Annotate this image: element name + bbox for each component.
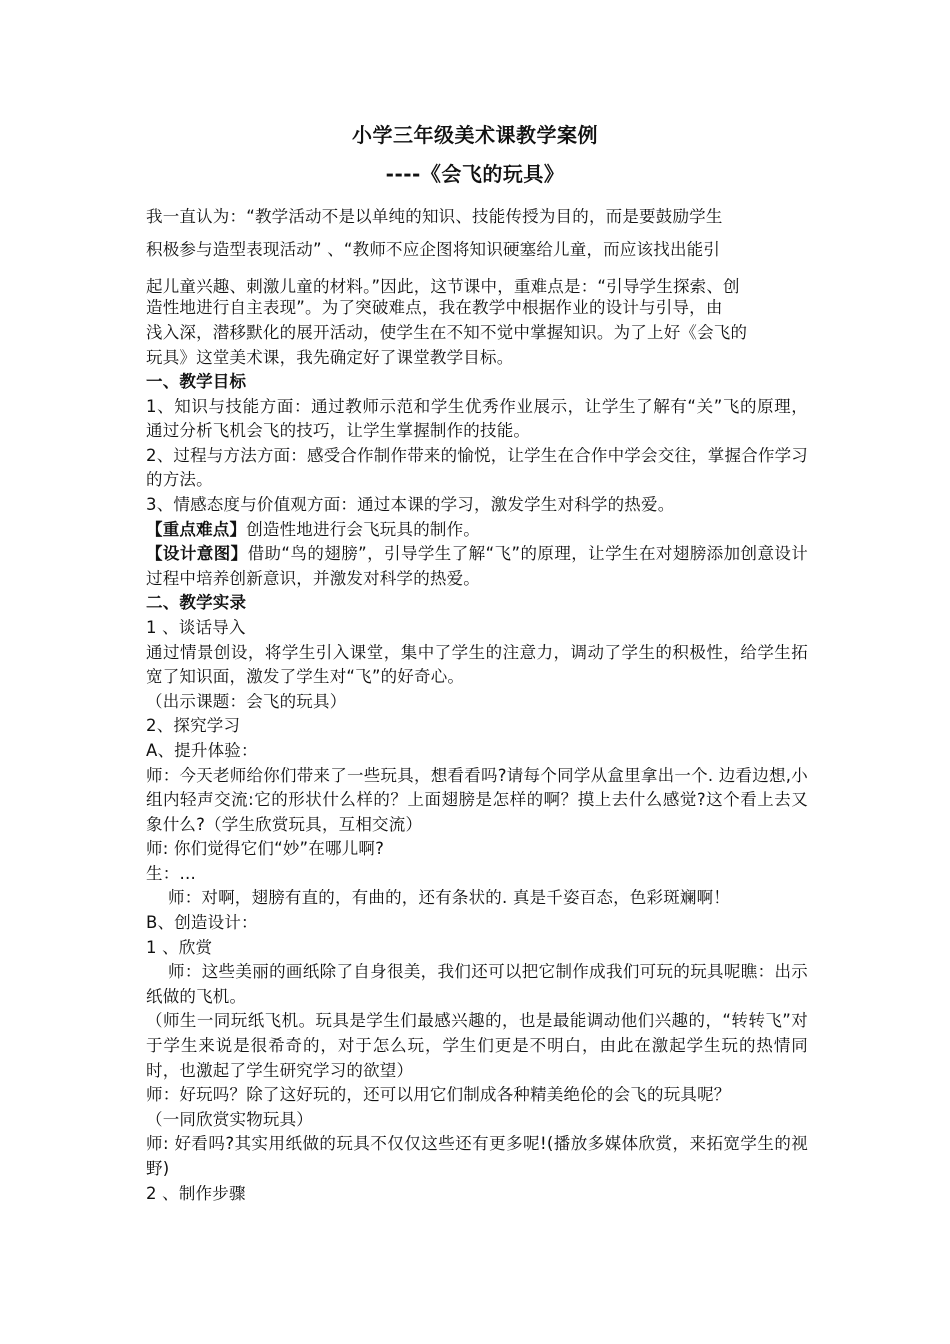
step-explore-heading: 2、探究学习 (146, 716, 241, 736)
sub-b-heading: B、创造设计： (146, 913, 258, 933)
step-intro-note: （出示课题：会飞的玩具） (146, 691, 347, 711)
document-title: 小学三年级美术课教学案例 (352, 123, 598, 147)
sub-a-question: 师: 你们觉得它们“妙”在哪儿啊? (146, 839, 385, 859)
sub-a-heading: A、提升体验： (146, 740, 258, 760)
intro-line: 我一直认为：“教学活动不是以单纯的知识、技能传授为目的，而是要鼓励学生 (146, 207, 723, 226)
step-intro-text: 通过情景创设，将学生引入课堂，集中了学生的注意力，调动了学生的积极性，给学生拓宽了知识面，激发了学生对“飞”的好奇心。 (146, 642, 808, 687)
goal-1: 1、知识与技能方面：通过教师示范和学生优秀作业展示，让学生了解有“关”飞的原理，通过分析飞机会飞的技巧，让学生掌握制作的技能。 (146, 396, 808, 441)
sub-b1-heading: 1 、欣赏 (146, 937, 213, 957)
intro-line: 积极参与造型表现活动” 、“教师不应企图将知识硬塞给儿童，而应该找出能引 (146, 240, 721, 259)
section-heading-goals: 一、教学目标 (146, 372, 247, 391)
intro-line: 造性地进行自主表现”。为了突破难点，我在教学中根据作业的设计与引导，由 (146, 298, 723, 317)
intro-paragraph-tail (146, 295, 808, 370)
design-intent (146, 542, 808, 591)
step-intro-heading: 1 、谈话导入 (146, 617, 246, 637)
key-point (146, 518, 808, 543)
intro-line: 浅入深，潜移默化的展开活动，使学生在不知不觉中掌握知识。为了上好《会飞的 (146, 323, 748, 342)
sub-b1-note: （师生一同玩纸飞机。玩具是学生们最感兴趣的，也是最能调动他们兴趣的，“转转飞”对于学生来说是很希奇的，对于怎么玩，学生们更是不明白，由此在激起学生玩的热情同时，也激起了学生研究学习的欲望） (146, 1011, 808, 1080)
sub-a-student: 生：… (146, 863, 197, 883)
sub-a-text: 师：今天老师给你们带来了一些玩具，想看看吗?请每个同学从盒里拿出一个. 边看边想,小组内轻声交流:它的形状什么样的？上面翅膀是怎样的啊？摸上去什么感觉?这个看上去又象什么?（学生欣赏玩具，互相交流） (146, 765, 808, 834)
sub-b1-question-note: （一同欣赏实物玩具） (146, 1109, 313, 1129)
goal-3: 3、情感态度与价值观方面：通过本课的学习，激发学生对科学的热爱。 (146, 494, 675, 514)
sub-b1-question: 师：好玩吗？除了这好玩的，还可以用它们制成各种精美绝伦的会飞的玩具呢？ (146, 1085, 731, 1105)
intro-line: 起儿童兴趣、刺激儿童的材料。”因此，这节课中，重难点是：“引导学生探索、创 (146, 277, 740, 296)
intro-line: 玩具》这堂美术课，我先确定好了课堂教学目标。 (146, 348, 514, 367)
design-intent-text: 借助“鸟的翅膀”，引导学生了解“飞”的原理，让学生在对翅膀添加创意设计过程中培养创新意识，并激发对科学的热爱。 (146, 544, 809, 588)
sub-b1-text: 师：这些美丽的画纸除了自身很美，我们还可以把它制作成我们可玩的玩具呢瞧：出示纸做的飞机。 (146, 962, 808, 1006)
section-heading-record: 二、教学实录 (146, 593, 247, 613)
goal-2: 2、过程与方法方面：感受合作制作带来的愉悦，让学生在合作中学会交往，掌握合作学习的方法。 (146, 445, 808, 490)
sub-b1-question-3: 师: 好看吗?其实用纸做的玩具不仅仅这些还有更多呢!(播放多媒体欣赏，来拓宽学生的视野) (146, 1134, 808, 1178)
intro-paragraph (146, 200, 808, 299)
document-subtitle: ----《会飞的玩具》 (385, 162, 565, 186)
key-point-label: 【重点难点】 (146, 519, 247, 539)
key-point-text: 创造性地进行会飞玩具的制作。 (246, 519, 481, 539)
document-body (146, 200, 808, 1206)
design-intent-label: 【设计意图】 (146, 544, 248, 564)
sub-a-teacher: 师：对啊，翅膀有直的，有曲的，还有条状的. 真是千姿百态，色彩斑斓啊！ (168, 888, 730, 908)
sub-b2-heading: 2 、制作步骤 (146, 1183, 246, 1203)
